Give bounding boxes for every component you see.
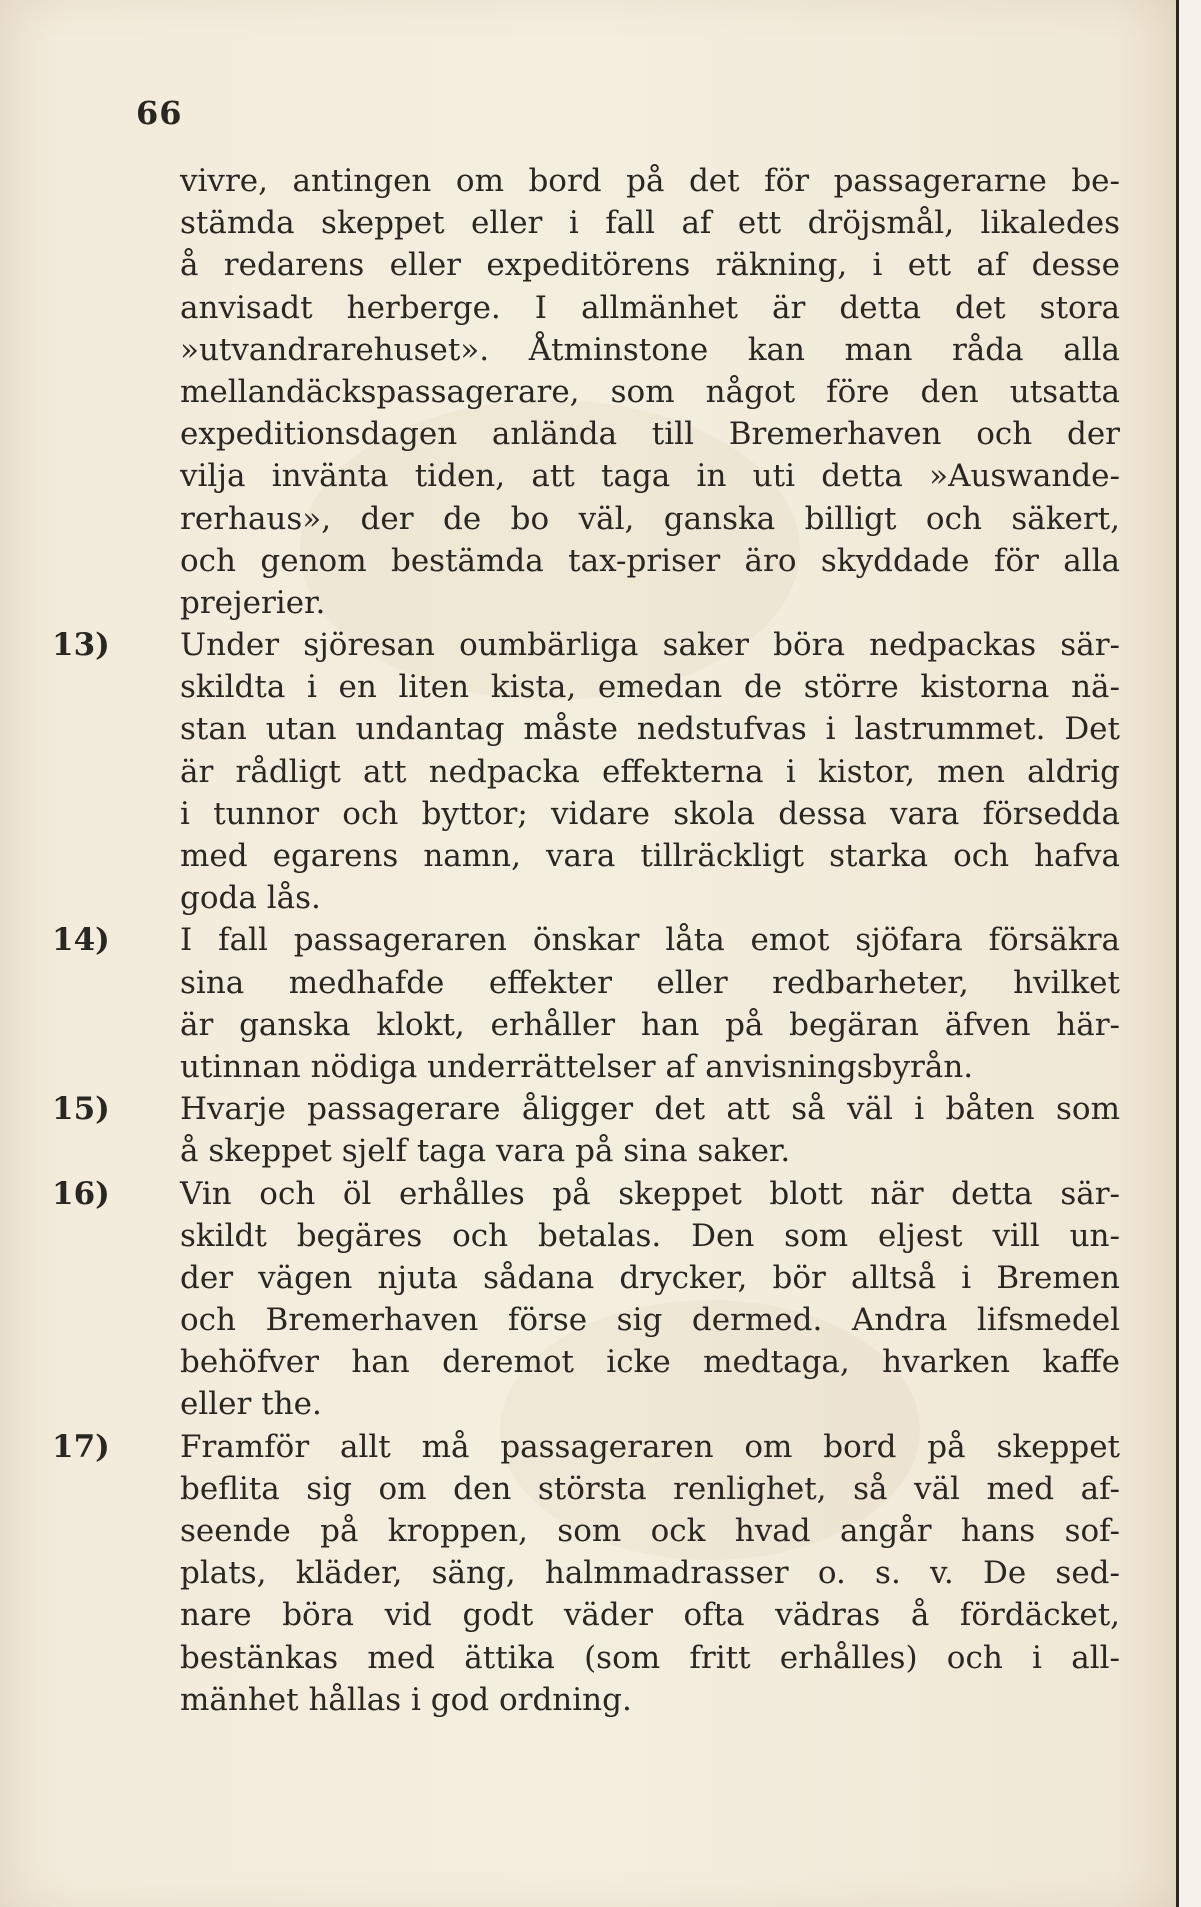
line-text: är rådligt att nedpacka effekterna i kistor, men aldrig bbox=[180, 753, 1120, 790]
line-text: och genom bestämda tax-priser äro skyddade för alla bbox=[180, 542, 1120, 579]
text-line bbox=[180, 244, 1120, 286]
text-line bbox=[180, 413, 1120, 455]
text-line bbox=[180, 202, 1120, 244]
item-number: 16) bbox=[52, 1175, 110, 1212]
line-text: med egarens namn, vara tillräckligt starka och hafva bbox=[180, 838, 1120, 874]
line-text: beflita sig om den största renlighet, så väl med af- bbox=[180, 1470, 1120, 1507]
text-line bbox=[180, 1552, 1120, 1594]
text-line bbox=[180, 1510, 1120, 1552]
line-text: bestänkas med ättika (som fritt erhålles) och i all- bbox=[180, 1639, 1120, 1676]
text-line bbox=[180, 1257, 1120, 1299]
line-text: »utvandrarehuset». Åtminstone kan man råda alla bbox=[180, 331, 1120, 368]
text-line bbox=[52, 1173, 1120, 1215]
line-text: der vägen njuta sådana drycker, bör alltså i Bremen bbox=[180, 1259, 1120, 1296]
line-text: Hvarje passagerare åligger det att så väl i båten som bbox=[180, 1091, 1120, 1128]
line-text: goda lås. bbox=[180, 880, 321, 917]
line-text: Framför allt må passageraren om bord på skeppet bbox=[180, 1428, 1120, 1465]
item-number: 17) bbox=[52, 1428, 110, 1465]
text-line bbox=[180, 1637, 1120, 1679]
text-line bbox=[180, 329, 1120, 371]
text-line bbox=[180, 1130, 1120, 1172]
text-line bbox=[180, 1299, 1120, 1341]
line-text: eller the. bbox=[180, 1386, 322, 1423]
item-number: 15) bbox=[52, 1091, 110, 1128]
line-text: skildta i en liten kista, emedan de större kistorna nä- bbox=[180, 669, 1120, 706]
text-line bbox=[180, 835, 1120, 877]
line-text: I fall passageraren önskar låta emot sjöfara försäkra bbox=[180, 922, 1120, 959]
line-text: plats, kläder, säng, halmmadrasser o. s. v. De sed- bbox=[180, 1555, 1120, 1592]
text-line bbox=[180, 1383, 1120, 1425]
text-line bbox=[52, 1088, 1120, 1130]
binding-edge-line bbox=[1176, 0, 1179, 1907]
body-text bbox=[52, 160, 1120, 1721]
text-line bbox=[180, 1004, 1120, 1046]
text-line bbox=[180, 498, 1120, 540]
text-line bbox=[180, 1679, 1120, 1721]
text-line bbox=[180, 793, 1120, 835]
line-text: behöfver han deremot icke medtaga, hvarken kaffe bbox=[180, 1344, 1120, 1381]
text-line bbox=[180, 877, 1120, 919]
text-line bbox=[52, 1426, 1120, 1468]
text-line bbox=[180, 962, 1120, 1004]
line-text: mellandäckspassagerare, som något före den utsatta bbox=[180, 373, 1120, 410]
text-line bbox=[180, 1468, 1120, 1510]
line-text: utinnan nödiga underrättelser af anvisningsbyrån. bbox=[180, 1048, 974, 1085]
page-number: 66 bbox=[136, 94, 183, 132]
text-line bbox=[180, 1594, 1120, 1636]
item-number: 14) bbox=[52, 922, 110, 959]
text-line bbox=[180, 160, 1120, 202]
line-text: stan utan undantag måste nedstufvas i lastrummet. Det bbox=[180, 711, 1120, 748]
text-line bbox=[180, 666, 1120, 708]
text-line bbox=[180, 1341, 1120, 1383]
line-text: sina medhafde effekter eller redbarheter, hvilket bbox=[180, 964, 1120, 1001]
line-text: å skeppet sjelf taga vara på sina saker. bbox=[180, 1133, 791, 1170]
line-text: och Bremerhaven förse sig dermed. Andra lifsmedel bbox=[180, 1302, 1120, 1339]
line-text: stämda skeppet eller i fall af ett dröjsmål, likaledes bbox=[180, 205, 1120, 242]
line-text: i tunnor och byttor; vidare skola dessa vara försedda bbox=[180, 795, 1120, 832]
line-text: seende på kroppen, som ock hvad angår hans sof- bbox=[180, 1513, 1120, 1549]
line-text: anvisadt herberge. I allmänhet är detta det stora bbox=[180, 289, 1120, 326]
text-line bbox=[180, 582, 1120, 624]
line-text: vilja invänta tiden, att taga in uti detta »Auswande- bbox=[180, 458, 1120, 495]
line-text: expeditionsdagen anlända till Bremerhaven och der bbox=[180, 416, 1120, 453]
line-text: skildt begäres och betalas. Den som eljest vill un- bbox=[180, 1217, 1120, 1254]
text-line bbox=[180, 1215, 1120, 1257]
line-text: vivre, antingen om bord på det för passagerarne be- bbox=[180, 163, 1120, 199]
text-line bbox=[52, 919, 1120, 961]
line-text: är ganska klokt, erhåller han på begäran äfven här- bbox=[180, 1006, 1120, 1043]
text-line bbox=[52, 624, 1120, 666]
line-text: mänhet hållas i god ordning. bbox=[180, 1681, 632, 1718]
text-line bbox=[180, 371, 1120, 413]
line-text: rerhaus», der de bo väl, ganska billigt och säkert, bbox=[180, 500, 1120, 537]
line-text: prejerier. bbox=[180, 584, 326, 621]
text-line bbox=[180, 455, 1120, 497]
item-number: 13) bbox=[52, 627, 110, 664]
page-edge bbox=[1179, 0, 1201, 1907]
text-line bbox=[180, 708, 1120, 750]
text-line bbox=[180, 540, 1120, 582]
line-text: Under sjöresan oumbärliga saker böra nedpackas sär- bbox=[180, 627, 1120, 664]
text-line bbox=[180, 1046, 1120, 1088]
line-text: å redarens eller expeditörens räkning, i ett af desse bbox=[180, 247, 1120, 284]
line-text: nare böra vid godt väder ofta vädras å fördäcket, bbox=[180, 1597, 1120, 1634]
line-text: Vin och öl erhålles på skeppet blott när detta sär- bbox=[180, 1175, 1120, 1212]
text-line bbox=[180, 751, 1120, 793]
text-line bbox=[180, 287, 1120, 329]
